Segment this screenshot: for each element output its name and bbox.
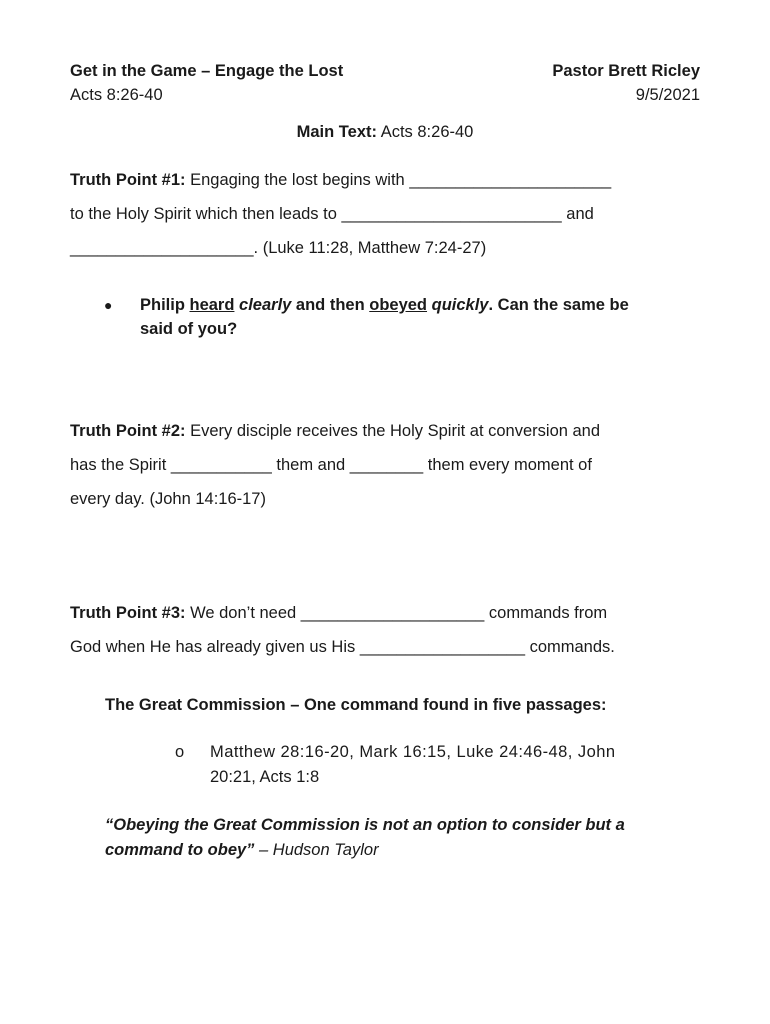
scripture-reference: Acts 8:26-40: [70, 86, 163, 104]
truth-point-3-text: We don’t need ____________________ commands from: [190, 604, 608, 622]
page-title: Get in the Game – Engage the Lost: [70, 62, 344, 80]
truth-point-1-line-1: [70, 171, 611, 190]
clearly-italic: clearly: [239, 296, 292, 314]
pastor-name: Pastor Brett Ricley: [552, 62, 700, 80]
truth-point-2-line-2: has the Spirit ___________ them and ________ them every moment of: [70, 456, 592, 474]
text-fragment: Philip: [140, 296, 190, 314]
truth-point-3-line-2: God when He has already given us His __________________ commands.: [70, 638, 615, 656]
quote-author: – Hudson Taylor: [254, 841, 379, 859]
truth-point-3-line-1: [70, 604, 607, 623]
truth-point-2-text: Every disciple receives the Holy Spirit at conversion and: [190, 422, 601, 440]
passages-line-2: 20:21, Acts 1:8: [210, 768, 320, 786]
text-fragment: . Can the same be: [488, 296, 629, 314]
sub-bullet-marker: o: [175, 743, 185, 761]
sermon-date: 9/5/2021: [635, 86, 700, 104]
truth-point-1-label: Truth Point #1:: [70, 171, 186, 189]
main-text-value: Acts 8:26-40: [380, 123, 474, 141]
truth-point-2-label: Truth Point #2:: [70, 422, 186, 440]
text-fragment: and then: [291, 296, 370, 314]
obeyed-underlined: obeyed: [369, 296, 428, 314]
truth-point-2-line-3: every day. (John 14:16-17): [70, 490, 266, 508]
quote-text: command to obey”: [105, 841, 255, 859]
passages-line-1: Matthew 28:16-20, Mark 16:15, Luke 24:46-48, John: [210, 743, 616, 761]
main-text: [0, 123, 770, 142]
truth-point-2-line-1: [70, 422, 600, 441]
quote-line-1: “Obeying the Great Commission is not an option to consider but a: [105, 816, 625, 834]
philip-question-line-2: said of you?: [140, 320, 238, 338]
truth-point-1-text: Engaging the lost begins with ______________________: [190, 171, 612, 189]
quote-line-2: [105, 841, 379, 860]
bullet-marker: ●: [104, 297, 113, 313]
philip-question-line-1: [140, 296, 629, 315]
great-commission-heading: The Great Commission – One command found in five passages:: [105, 696, 607, 714]
quickly-italic: quickly: [431, 296, 489, 314]
truth-point-1-line-3: ____________________. (Luke 11:28, Matthew 7:24-27): [70, 239, 487, 257]
truth-point-1-line-2: to the Holy Spirit which then leads to ________________________ and: [70, 205, 594, 223]
main-text-label: Main Text:: [296, 123, 378, 141]
heard-underlined: heard: [189, 296, 235, 314]
truth-point-3-label: Truth Point #3:: [70, 604, 186, 622]
